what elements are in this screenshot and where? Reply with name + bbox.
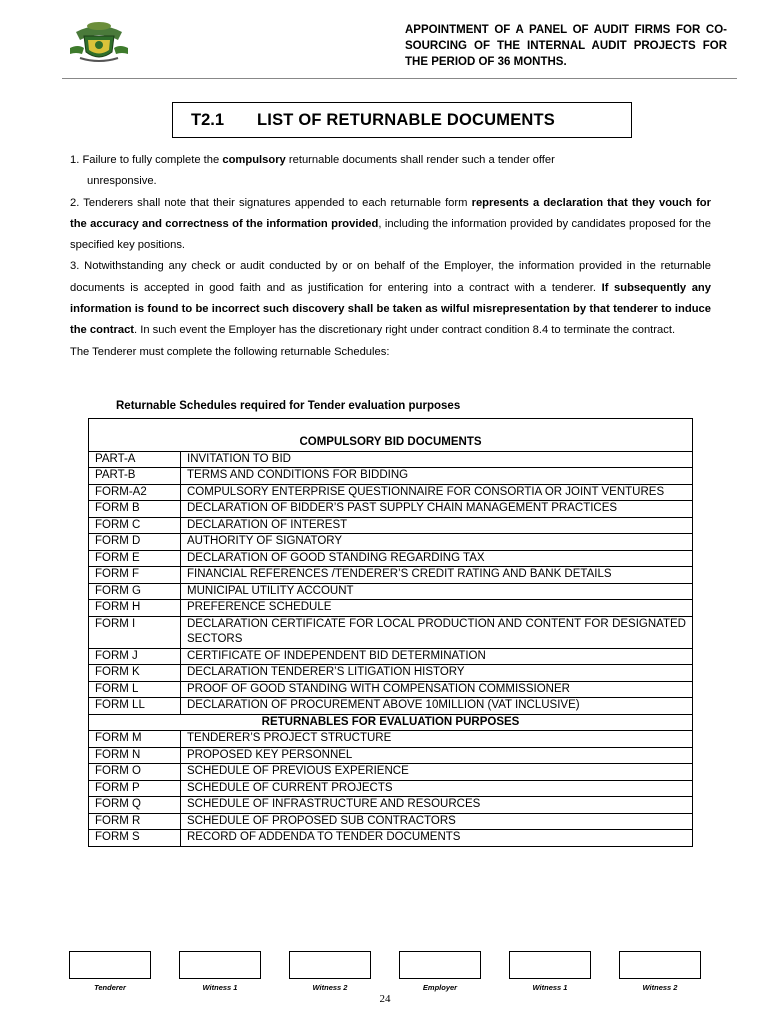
form-description: PROPOSED KEY PERSONNEL <box>181 747 693 764</box>
form-code: FORM O <box>89 764 181 781</box>
table-row <box>89 583 693 600</box>
form-description: CERTIFICATE OF INDEPENDENT BID DETERMINATION <box>181 648 693 665</box>
signature-box-tenderer[interactable] <box>69 951 151 979</box>
form-code: FORM K <box>89 665 181 682</box>
form-description: INVITATION TO BID <box>181 451 693 468</box>
document-header-title: APPOINTMENT OF A PANEL OF AUDIT FIRMS FOR CO-SOURCING OF THE INTERNAL AUDIT PROJECTS FOR THE PERIOD OF 36 MONTHS. <box>405 24 727 68</box>
form-code: FORM S <box>89 830 181 847</box>
form-description: MUNICIPAL UTILITY ACCOUNT <box>181 583 693 600</box>
form-description: SCHEDULE OF INFRASTRUCTURE AND RESOURCES <box>181 797 693 814</box>
table-row <box>89 468 693 485</box>
form-description: DECLARATION CERTIFICATE FOR LOCAL PRODUCTION AND CONTENT FOR DESIGNATED SECTORS <box>181 616 693 648</box>
signature-box-witness-1-employer[interactable] <box>509 951 591 979</box>
table-row <box>89 665 693 682</box>
form-code: FORM M <box>89 731 181 748</box>
form-code: FORM N <box>89 747 181 764</box>
form-description: SCHEDULE OF PREVIOUS EXPERIENCE <box>181 764 693 781</box>
form-description: RECORD OF ADDENDA TO TENDER DOCUMENTS <box>181 830 693 847</box>
form-description: DECLARATION TENDERER’S LITIGATION HISTORY <box>181 665 693 682</box>
signature-label-witness-2-employer: Witness 2 <box>642 983 678 992</box>
table-row <box>89 681 693 698</box>
form-code: FORM L <box>89 681 181 698</box>
form-code: FORM J <box>89 648 181 665</box>
form-description: DECLARATION OF GOOD STANDING REGARDING TAX <box>181 550 693 567</box>
form-description: PROOF OF GOOD STANDING WITH COMPENSATION COMMISSIONER <box>181 681 693 698</box>
form-code: PART-B <box>89 468 181 485</box>
section-title: LIST OF RETURNABLE DOCUMENTS <box>257 111 556 129</box>
table-row <box>89 731 693 748</box>
evaluation-heading-row <box>89 714 693 731</box>
table-row <box>89 797 693 814</box>
table-row <box>89 484 693 501</box>
evaluation-heading: RETURNABLES FOR EVALUATION PURPOSES <box>89 714 693 731</box>
municipal-crest-icon <box>66 18 132 64</box>
form-code: FORM R <box>89 813 181 830</box>
signature-label-witness-2: Witness 2 <box>312 983 348 992</box>
signature-label-tenderer: Tenderer <box>94 983 126 992</box>
table-row <box>89 764 693 781</box>
form-description: TERMS AND CONDITIONS FOR BIDDING <box>181 468 693 485</box>
paragraph-1-continuation: unresponsive. <box>87 175 157 188</box>
form-description: COMPULSORY ENTERPRISE QUESTIONNAIRE FOR CONSORTIA OR JOINT VENTURES <box>181 484 693 501</box>
form-code: FORM H <box>89 600 181 617</box>
table-row <box>89 698 693 715</box>
form-code: FORM G <box>89 583 181 600</box>
form-code: FORM P <box>89 780 181 797</box>
form-code: PART-A <box>89 451 181 468</box>
signature-box-witness-2-employer[interactable] <box>619 951 701 979</box>
paragraph-1: 1. Failure to fully complete the compulsory returnable documents shall render such a tender offer <box>70 154 555 166</box>
form-code: FORM D <box>89 534 181 551</box>
page-number: 24 <box>379 993 391 1005</box>
form-description: AUTHORITY OF SIGNATORY <box>181 534 693 551</box>
signature-box-witness-1[interactable] <box>179 951 261 979</box>
compulsory-heading-row <box>89 435 693 451</box>
table-row <box>89 747 693 764</box>
signature-label-witness-1: Witness 1 <box>202 983 238 992</box>
form-code: FORM B <box>89 501 181 518</box>
form-code: FORM-A2 <box>89 484 181 501</box>
form-code: FORM F <box>89 567 181 584</box>
table-row <box>89 550 693 567</box>
form-code: FORM I <box>89 616 181 648</box>
table-spacer-row <box>89 419 693 436</box>
returnable-schedules-table <box>88 418 693 847</box>
table-row <box>89 600 693 617</box>
schedules-title: Returnable Schedules required for Tender evaluation purposes <box>116 400 461 412</box>
table-row <box>89 813 693 830</box>
form-description: PREFERENCE SCHEDULE <box>181 600 693 617</box>
instructions-body <box>70 150 711 363</box>
compulsory-heading: COMPULSORY BID DOCUMENTS <box>89 435 693 451</box>
table-row <box>89 567 693 584</box>
form-code: FORM Q <box>89 797 181 814</box>
form-description: SCHEDULE OF PROPOSED SUB CONTRACTORS <box>181 813 693 830</box>
header-divider <box>62 78 737 79</box>
form-description: SCHEDULE OF CURRENT PROJECTS <box>181 780 693 797</box>
section-title-box <box>172 102 632 138</box>
form-code: FORM E <box>89 550 181 567</box>
table-row <box>89 648 693 665</box>
form-description: FINANCIAL REFERENCES /TENDERER’S CREDIT RATING AND BANK DETAILS <box>181 567 693 584</box>
paragraph-4: The Tenderer must complete the following returnable Schedules: <box>70 345 390 358</box>
signature-box-employer[interactable] <box>399 951 481 979</box>
form-description: DECLARATION OF BIDDER’S PAST SUPPLY CHAIN MANAGEMENT PRACTICES <box>181 501 693 518</box>
paragraph-2: 2. Tenderers shall note that their signatures appended to each returnable form represents a declaration that they vouch for the accuracy and correctness of the information provided, including the information provided by candidates proposed for the specified key positions. <box>70 196 711 252</box>
signature-label-witness-1-employer: Witness 1 <box>532 983 568 992</box>
table-row <box>89 451 693 468</box>
table-row <box>89 501 693 518</box>
paragraph-3: 3. Notwithstanding any check or audit conducted by or on behalf of the Employer, the information provided in the returnable documents is accepted in good faith and as justification for entering into a contract with a tenderer. If subsequently any information is found to be incorrect such discovery shall be taken as wilful misrepresentation by that tenderer to induce the contract. In such event the Employer has the discretionary right under contract condition 8.4 to terminate the contract. <box>70 260 711 337</box>
section-number: T2.1 <box>191 111 225 129</box>
form-description: TENDERER’S PROJECT STRUCTURE <box>181 731 693 748</box>
signature-label-employer: Employer <box>422 983 458 992</box>
table-row <box>89 830 693 847</box>
form-description: DECLARATION OF INTEREST <box>181 517 693 534</box>
table-row <box>89 517 693 534</box>
table-row <box>89 780 693 797</box>
form-code: FORM LL <box>89 698 181 715</box>
table-row <box>89 616 693 648</box>
form-code: FORM C <box>89 517 181 534</box>
table-row <box>89 534 693 551</box>
signature-box-witness-2[interactable] <box>289 951 371 979</box>
form-description: DECLARATION OF PROCUREMENT ABOVE 10MILLION (VAT INCLUSIVE) <box>181 698 693 715</box>
